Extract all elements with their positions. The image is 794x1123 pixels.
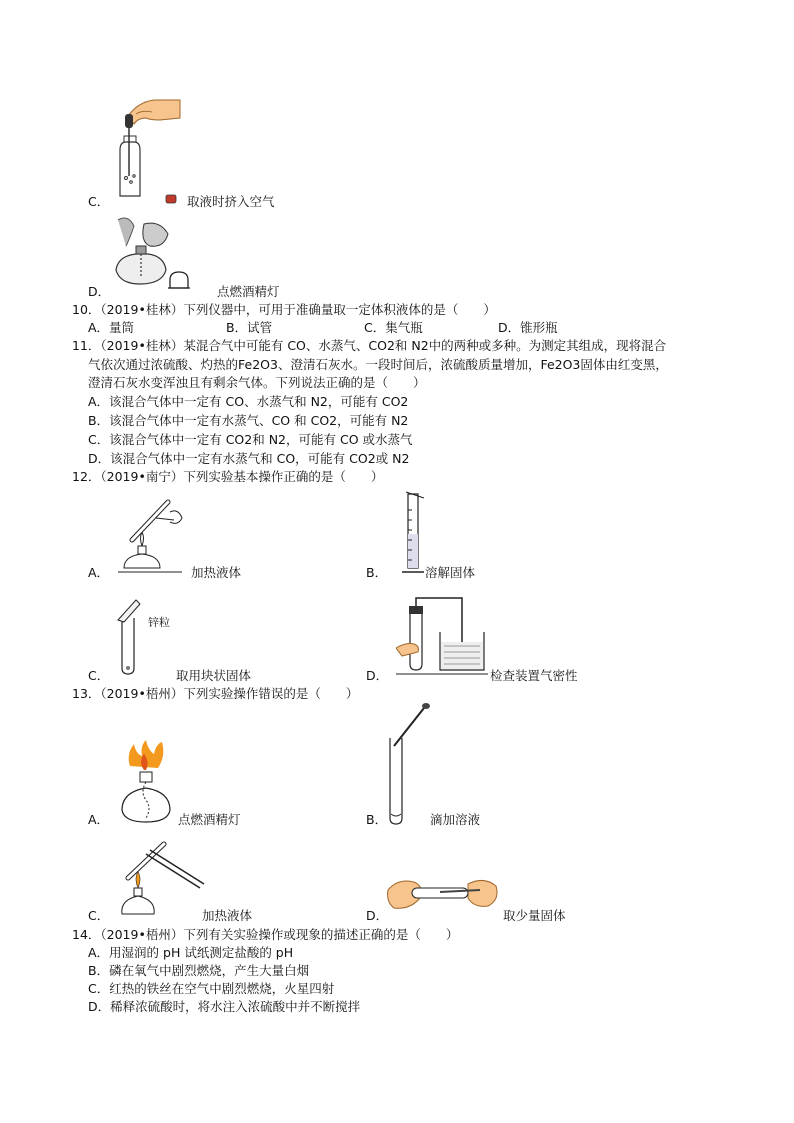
q9-c-label: C． (88, 194, 110, 209)
q13-b-label: B． (366, 812, 388, 827)
q9-c-caption: 取液时挤入空气 (187, 194, 275, 209)
figure-heating-liquid-tube-2 (110, 830, 210, 920)
q9-d-caption: 点燃酒精灯 (217, 284, 280, 299)
q10-stem: 10．（2019•桂林）下列仪器中，可用于准确量取一定体积液体的是（ ） (72, 302, 496, 317)
q11-option-d: D．该混合气体中一定有水蒸气和 CO，可能有 CO2或 N2 (88, 451, 410, 466)
q11-option-b: B．该混合气体中一定有水蒸气、CO 和 CO2，可能有 N2 (88, 413, 409, 428)
q14-option-c: C．红热的铁丝在空气中剧烈燃烧，火星四射 (88, 981, 335, 996)
q10-option-d: D．锥形瓶 (498, 320, 558, 335)
zinc-granule-label: 锌粒 (148, 616, 170, 629)
q13-d-caption: 取少量固体 (503, 908, 566, 923)
figure-taking-solid-hands (384, 870, 502, 922)
q13-b-caption: 滴加溶液 (430, 812, 481, 827)
q12-a-label: A． (88, 565, 110, 580)
q11-stem-line1: 11．（2019•桂林）某混合气中可能有 CO、水蒸气、CO2和 N2中的两种或多种。为测定其组成，现将混合 (72, 338, 667, 353)
q10-option-c: C．集气瓶 (364, 320, 423, 335)
q9-d-label: D． (88, 284, 111, 299)
q12-d-label: D． (366, 668, 389, 683)
q11-option-a: A．该混合气体中一定有 CO、水蒸气和 N2，可能有 CO2 (88, 394, 409, 409)
q12-d-caption: 检查装置气密性 (490, 668, 578, 683)
q11-stem-line3: 澄清石灰水变浑浊且有剩余气体。下列说法正确的是（ ） (88, 375, 426, 390)
q12-c-label: C． (88, 668, 110, 683)
q13-c-label: C． (88, 908, 110, 923)
q13-d-label: D． (366, 908, 389, 923)
q14-stem: 14．（2019•梧州）下列有关实验操作或现象的描述正确的是（ ） (72, 927, 459, 942)
figure-dropper-bottle (108, 96, 184, 202)
figure-lighting-lamp-with-lamp (116, 736, 178, 828)
figure-tube-with-zinc (110, 594, 150, 678)
q11-option-c: C．该混合气体中一定有 CO2和 N2，可能有 CO 或水蒸气 (88, 432, 413, 447)
q12-b-label: B． (366, 565, 388, 580)
q10-option-a: A．量筒 (88, 320, 135, 335)
figure-dropping-solution (384, 702, 434, 828)
q13-stem: 13．（2019•梧州）下列实验操作错误的是（ ） (72, 686, 359, 701)
figure-airtightness-check (396, 592, 492, 678)
q12-b-caption: 溶解固体 (425, 565, 476, 580)
lamp-cap-icon (168, 270, 190, 290)
q14-option-d: D．稀释浓硫酸时，将水注入浓硫酸中并不断搅拌 (88, 999, 361, 1014)
figure-graduated-cylinder-dissolve (398, 490, 428, 580)
q13-c-caption: 加热液体 (202, 908, 253, 923)
q12-a-caption: 加热液体 (191, 565, 242, 580)
q11-stem-line2: 气依次通过浓硫酸、灼热的Fe2O3、澄清石灰水。一段时间后，浓硫酸质量增加，Fe2O3固体由红变黑， (88, 357, 668, 372)
q12-c-caption: 取用块状固体 (176, 668, 252, 683)
figure-heating-liquid-tube (112, 490, 192, 578)
stopper-icon (164, 192, 178, 206)
q10-option-b: B．试管 (226, 320, 273, 335)
q12-stem: 12．（2019•南宁）下列实验基本操作正确的是（ ） (72, 469, 384, 484)
q14-option-a: A．用湿润的 pH 试纸测定盐酸的 pH (88, 945, 294, 960)
q13-a-label: A． (88, 812, 110, 827)
q13-a-caption: 点燃酒精灯 (178, 812, 241, 827)
q14-option-b: B．磷在氧气中剧烈燃烧，产生大量白烟 (88, 963, 310, 978)
